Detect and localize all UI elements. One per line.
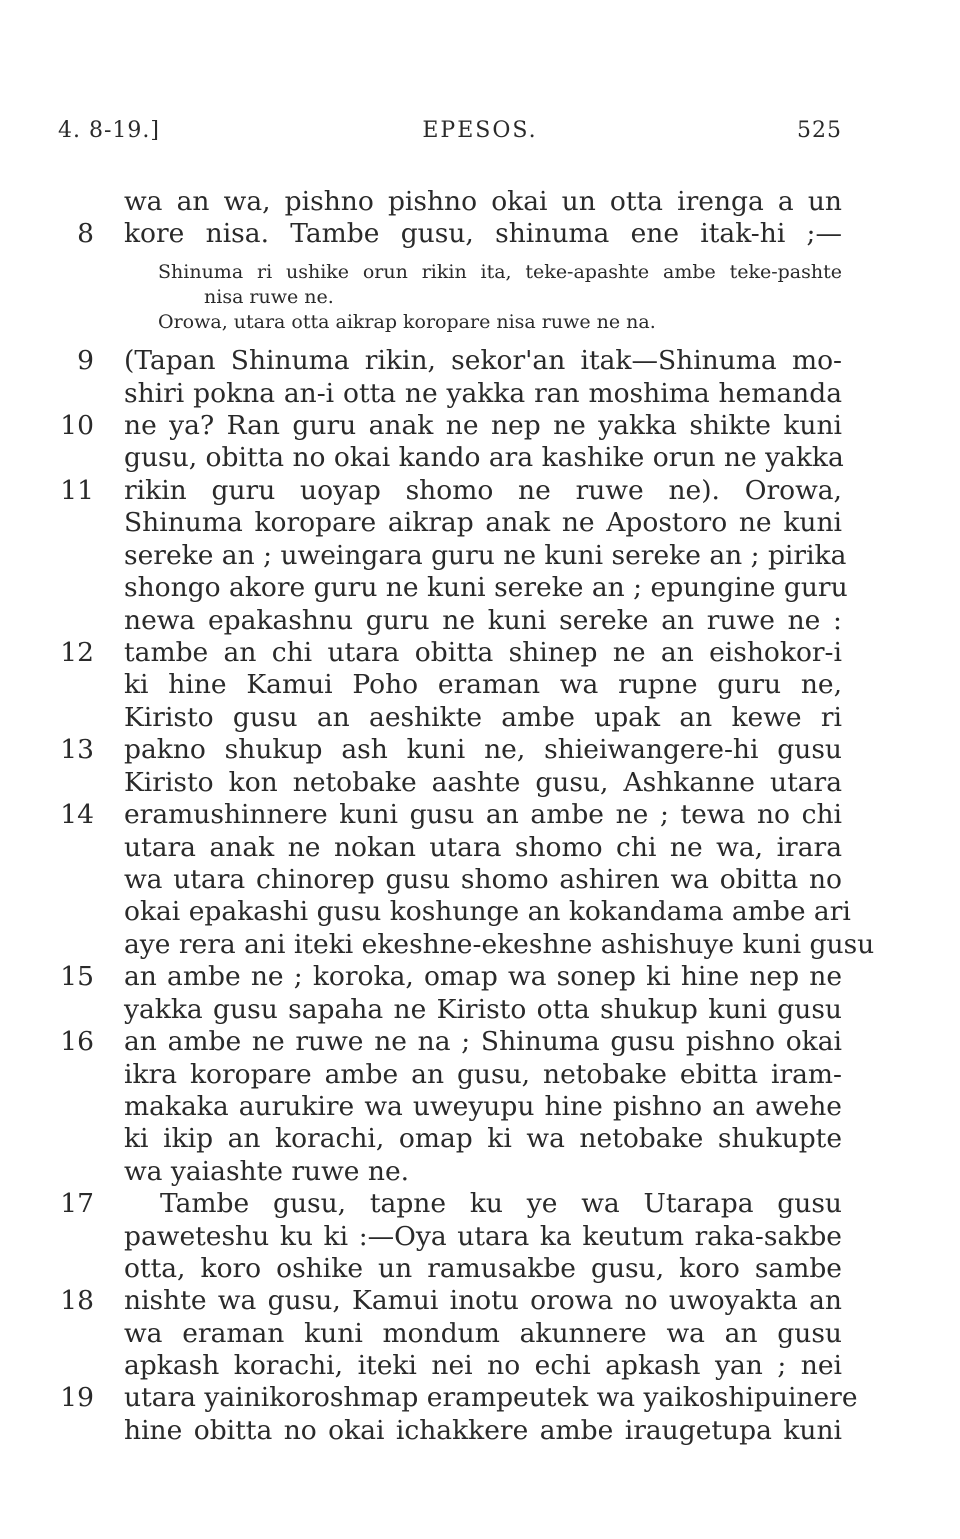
text-line: eramushinnere kuni gusu an ambe ne ; tewa no chi	[124, 799, 842, 830]
verse-number: 11	[60, 475, 94, 506]
verse-number: 14	[60, 799, 94, 830]
text-line: Kiristo kon netobake aashte gusu, Ashkanne utara	[124, 767, 842, 798]
text-line: an ambe ne ; koroka, omap wa sonep ki hine nep ne	[124, 961, 842, 992]
text-line: pakno shukup ash kuni ne, shieiwangere-hi gusu	[124, 734, 842, 765]
page-number: 525	[797, 118, 842, 143]
text-line: Kiristo gusu an aeshikte ambe upak an kewe ri	[124, 702, 842, 733]
verse-number: 13	[60, 734, 94, 765]
text-line: makaka aurukire wa uweyupu hine pishno an awehe	[124, 1091, 842, 1122]
text-line: shiri pokna an-i otta ne yakka ran moshima hemanda	[124, 378, 842, 409]
text-line: kore nisa. Tambe gusu, shinuma ene itak-hi ;—	[124, 218, 842, 249]
text-line: wa utara chinorep gusu shomo ashiren wa obitta no	[124, 864, 842, 895]
text-line: (Tapan Shinuma rikin, sekor'an itak—Shinuma mo-	[124, 345, 842, 376]
verse-number: 16	[60, 1026, 94, 1057]
text-line: okai epakashi gusu koshunge an kokandama ambe ari	[124, 896, 851, 927]
text-line: utara yainikoroshmap erampeutek wa yaikoshipuinere	[124, 1382, 858, 1413]
verse-number: 18	[60, 1285, 94, 1316]
text-line: Shinuma koropare aikrap anak ne Apostoro ne kuni	[124, 507, 842, 538]
quoted-verse-line: Shinuma ri ushike orun rikin ita, teke-apashte ambe teke-pashte	[158, 261, 842, 283]
text-line: newa epakashnu guru ne kuni sereke an ruwe ne :	[124, 605, 842, 636]
text-line: nishte wa gusu, Kamui inotu orowa no uwoyakta an	[124, 1285, 842, 1316]
verse-number: 10	[60, 410, 94, 441]
verse-number: 17	[60, 1188, 94, 1219]
text-line: an ambe ne ruwe ne na ; Shinuma gusu pishno okai	[124, 1026, 842, 1057]
quoted-verse-line: Orowa, utara otta aikrap koropare nisa ruwe ne na.	[158, 311, 656, 333]
text-line: Tambe gusu, tapne ku ye wa Utarapa gusu	[160, 1188, 842, 1219]
chapter-verse-range: 4. 8-19.]	[58, 118, 160, 143]
verse-number: 15	[60, 961, 94, 992]
text-line: utara anak ne nokan utara shomo chi ne wa, irara	[124, 832, 842, 863]
verse-number: 19	[60, 1382, 94, 1413]
text-line: tambe an chi utara obitta shinep ne an eishokor-i	[124, 637, 842, 668]
text-line: paweteshu ku ki :—Oya utara ka keutum raka-sakbe	[124, 1221, 842, 1252]
text-line: sereke an ; uweingara guru ne kuni sereke an ; pirika	[124, 540, 847, 571]
text-line: wa yaiashte ruwe ne.	[124, 1156, 410, 1187]
text-line: gusu, obitta no okai kando ara kashike orun ne yakka	[124, 442, 844, 473]
quoted-verse-line: nisa ruwe ne.	[204, 286, 334, 308]
verse-number: 9	[77, 345, 94, 376]
text-line: ikra koropare ambe an gusu, netobake ebitta iram-	[124, 1059, 842, 1090]
running-title: EPESOS.	[422, 118, 538, 143]
text-line: yakka gusu sapaha ne Kiristo otta shukup kuni gusu	[124, 994, 842, 1025]
text-line: aye rera ani iteki ekeshne-ekeshne ashishuye kuni gusu	[124, 929, 875, 960]
text-line: wa an wa, pishno pishno okai un otta irenga a un	[124, 186, 842, 217]
text-line: wa eraman kuni mondum akunnere wa an gusu	[124, 1318, 842, 1349]
text-line: otta, koro oshike un ramusakbe gusu, koro sambe	[124, 1253, 842, 1284]
text-line: rikin guru uoyap shomo ne ruwe ne). Orowa,	[124, 475, 842, 506]
text-line: ki hine Kamui Poho eraman wa rupne guru ne,	[124, 669, 842, 700]
verse-number: 8	[77, 218, 94, 249]
text-line: hine obitta no okai ichakkere ambe iraugetupa kuni	[124, 1415, 842, 1446]
text-line: ki ikip an korachi, omap ki wa netobake shukupte	[124, 1123, 842, 1154]
text-line: ne ya? Ran guru anak ne nep ne yakka shikte kuni	[124, 410, 842, 441]
text-line: shongo akore guru ne kuni sereke an ; epungine guru	[124, 572, 848, 603]
text-line: apkash korachi, iteki nei no echi apkash yan ; nei	[124, 1350, 842, 1381]
verse-number: 12	[60, 637, 94, 668]
